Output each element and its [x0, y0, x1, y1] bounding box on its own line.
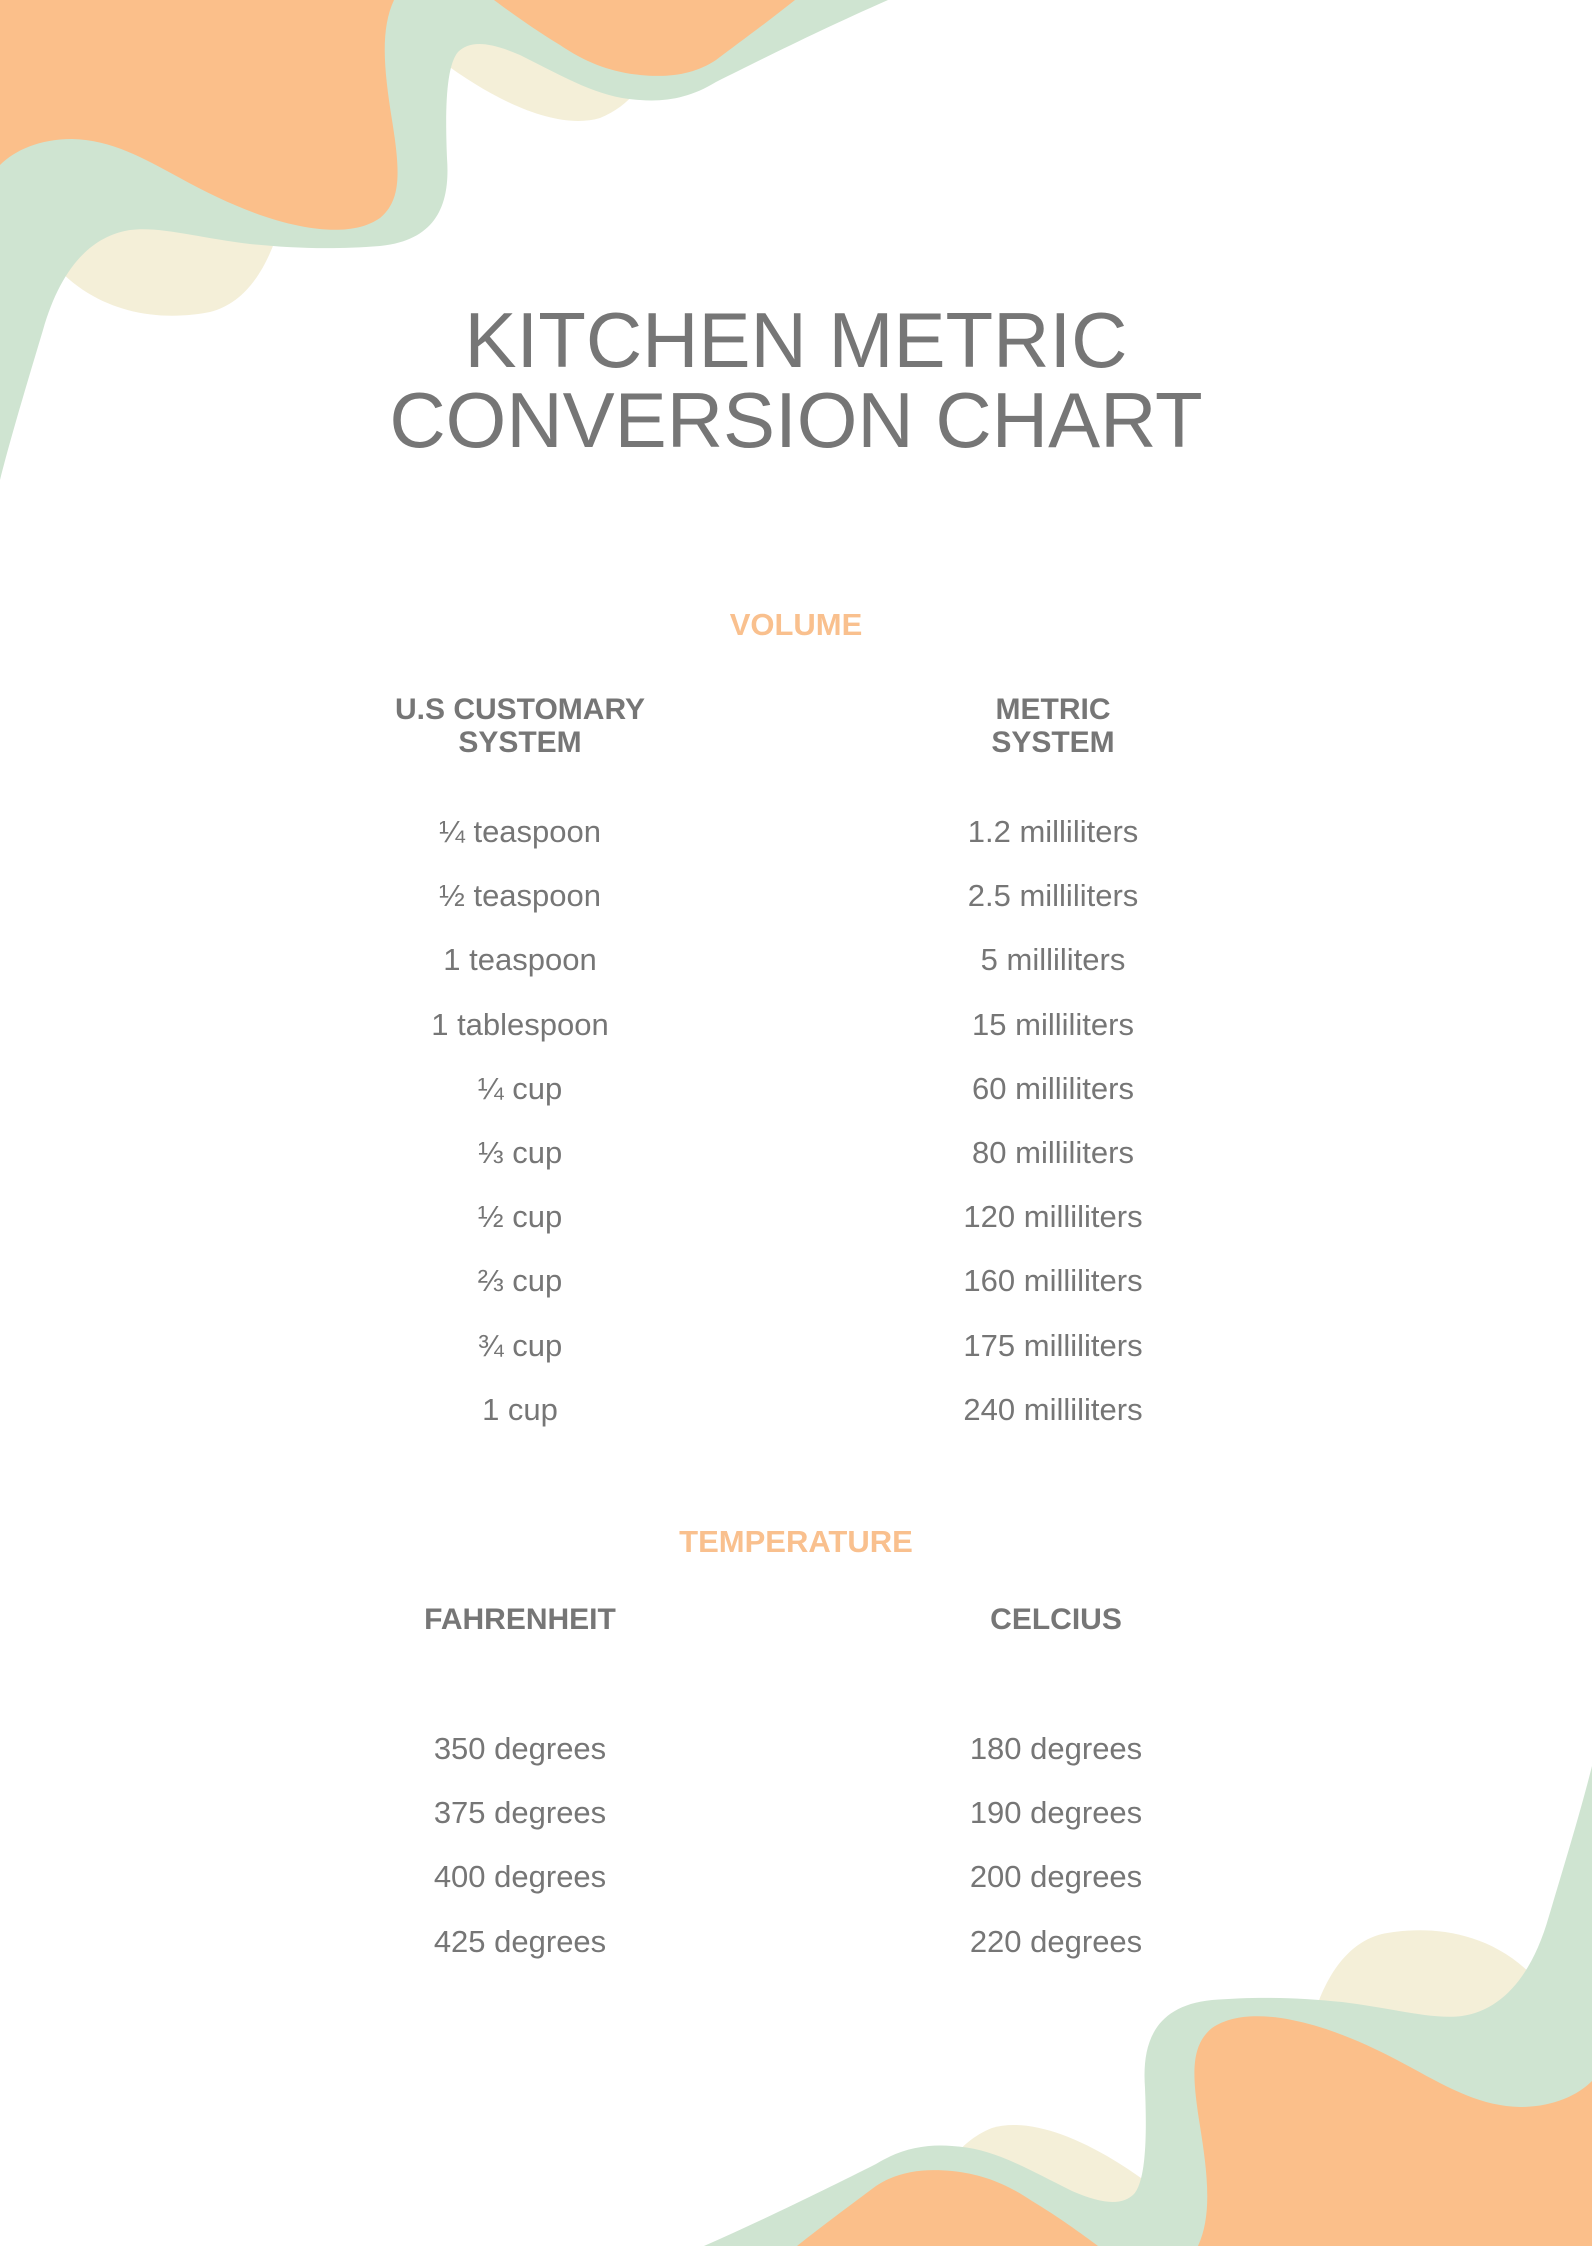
celcius-header: CELCIUS: [990, 1603, 1122, 1636]
metric-measure-cell: 1.2 milliliters: [967, 814, 1139, 849]
page-title: [0, 296, 1592, 464]
fahrenheit-cell: 375 degrees: [433, 1795, 607, 1831]
fahrenheit-cell: 350 degrees: [433, 1731, 607, 1766]
title-line-1: KITCHEN METRIC: [464, 296, 1128, 384]
fahrenheit-cell: 425 degrees: [433, 1923, 607, 1959]
metric-measure-cell: 160 milliliters: [963, 1263, 1143, 1299]
us-measure-cell: ⅔ cup: [477, 1263, 563, 1299]
metric-measure-cell: 120 milliliters: [963, 1199, 1143, 1235]
metric-measure-cell: 15 milliliters: [972, 1006, 1134, 1042]
bottom-right-wave-decoration: [704, 1766, 1592, 2246]
us-measure-cell: ½ teaspoon: [438, 878, 602, 914]
volume-heading: VOLUME: [729, 607, 863, 642]
temperature-heading: TEMPERATURE: [679, 1524, 913, 1559]
us-measure-cell: ⅓ cup: [477, 1135, 563, 1170]
metric-measure-cell: 5 milliliters: [980, 942, 1126, 978]
us-measure-cell: ¾ cup: [477, 1327, 563, 1363]
title-line-2: CONVERSION CHART: [389, 376, 1203, 464]
metric-measure-cell: 175 milliliters: [963, 1327, 1143, 1363]
celcius-cell: 180 degrees: [969, 1731, 1143, 1766]
celcius-cell: 220 degrees: [969, 1923, 1143, 1959]
fahrenheit-cell: 400 degrees: [433, 1859, 607, 1895]
us-measure-cell: ½ cup: [477, 1199, 563, 1235]
metric-measure-cell: 60 milliliters: [972, 1070, 1134, 1106]
us-customary-header: U.S CUSTOMARY SYSTEM: [394, 693, 646, 759]
us-measure-cell: 1 tablespoon: [431, 1006, 609, 1042]
metric-measure-cell: 2.5 milliliters: [967, 878, 1139, 914]
metric-measure-cell: 80 milliliters: [972, 1135, 1134, 1170]
us-measure-cell: 1 cup: [482, 1391, 558, 1427]
fahrenheit-header: FAHRENHEIT: [424, 1603, 616, 1636]
metric-measure-cell: 240 milliliters: [963, 1391, 1143, 1427]
celcius-cell: 200 degrees: [969, 1859, 1143, 1895]
celcius-cell: 190 degrees: [969, 1795, 1143, 1831]
us-measure-cell: ¼ teaspoon: [438, 814, 602, 849]
us-measure-cell: 1 teaspoon: [443, 942, 597, 978]
us-measure-cell: ¼ cup: [477, 1070, 563, 1106]
metric-header: METRIC SYSTEM: [991, 693, 1115, 759]
